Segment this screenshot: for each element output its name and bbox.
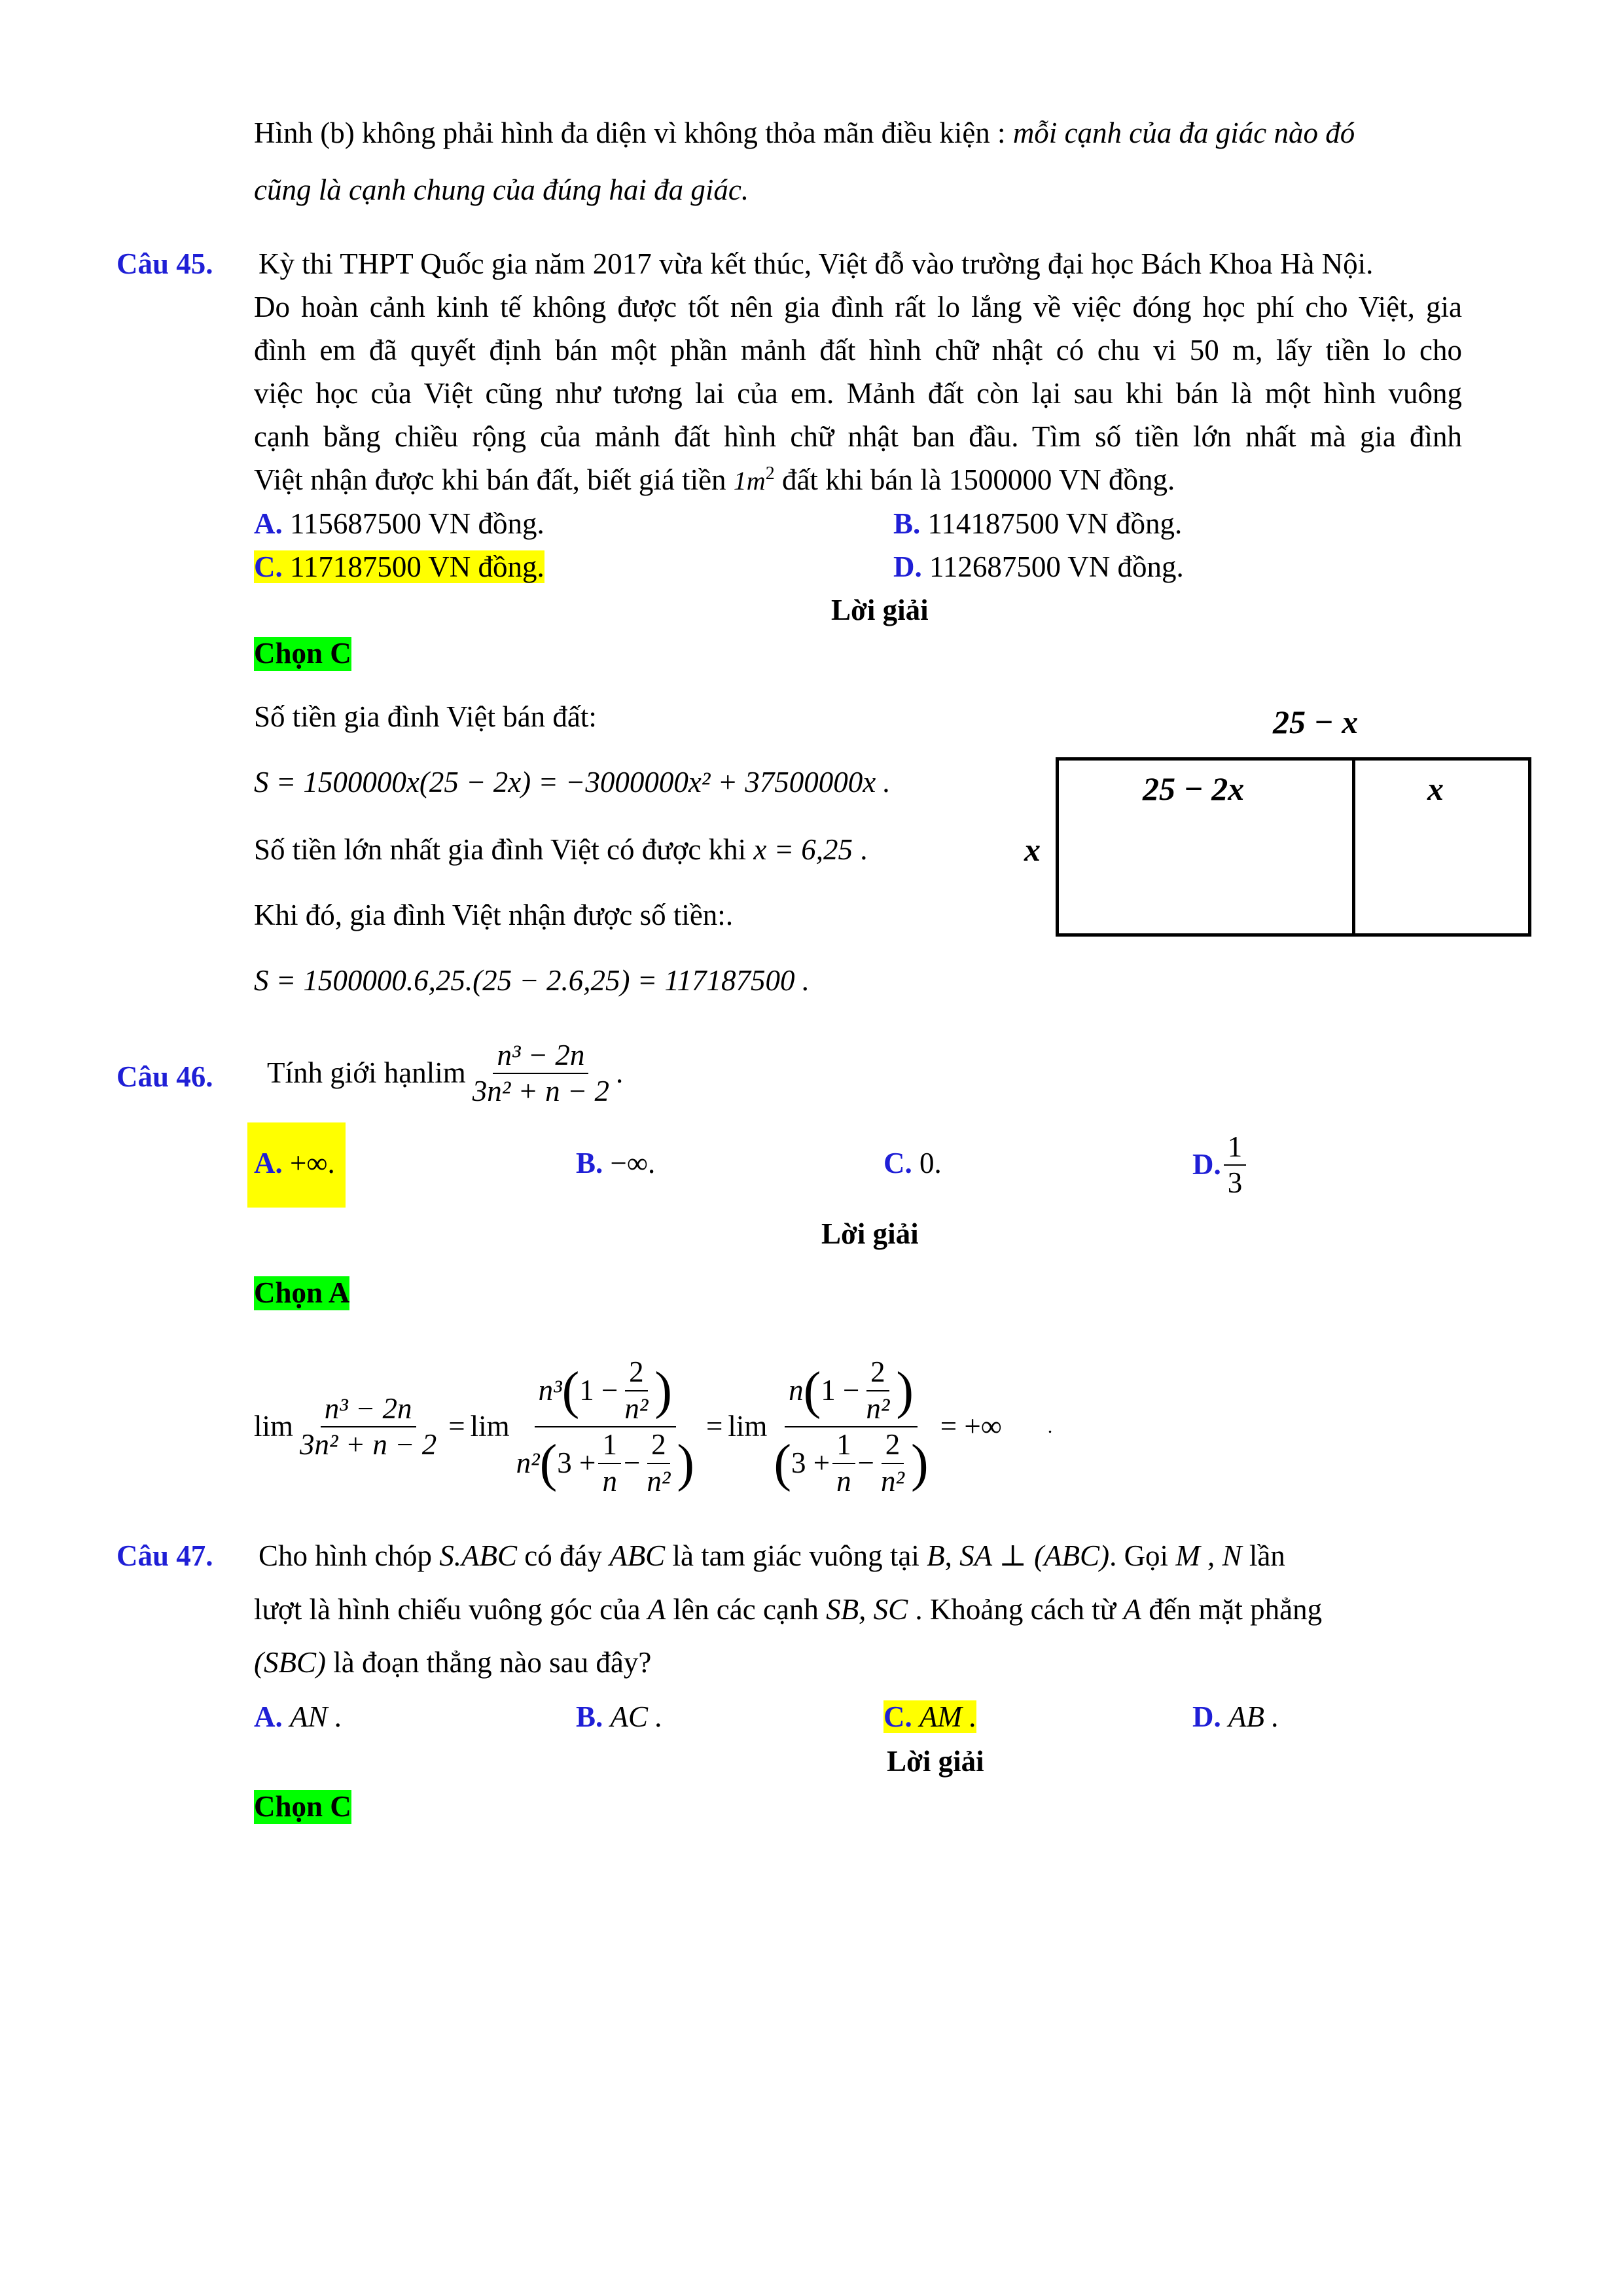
q47-m-a2: A (1123, 1593, 1141, 1626)
option-key: C. (254, 550, 283, 583)
q45-equation-1: S = 1500000x(25 − 2x) = −3000000x² + 37500000x . (254, 766, 891, 798)
q46-frac-den: 3n² + n − 2 (472, 1075, 610, 1107)
q46-option-d[interactable] (1192, 1126, 1249, 1204)
figure-top-label: 25 − x (1273, 704, 1359, 740)
q45-option-a[interactable] (254, 507, 544, 541)
sol-three-plus-2: 3 + (791, 1446, 830, 1479)
sol-n3: n³ (538, 1373, 562, 1407)
q47-option-c[interactable] (883, 1700, 976, 1734)
sol-fraction-1 (296, 1393, 440, 1462)
sol-one-minus-2: 1 − (821, 1373, 860, 1407)
q46-prompt-text: Tính giới hạn (267, 1056, 427, 1090)
q46-period: . (616, 1056, 624, 1090)
q46-option-a[interactable] (254, 1147, 335, 1181)
q47-l2c: . Khoảng cách từ (908, 1593, 1124, 1626)
sol-fraction-3 (770, 1356, 932, 1498)
step2-end: . (852, 833, 868, 866)
sol-inner-frac-1 (620, 1356, 652, 1425)
question-47-label: Câu 47. (116, 1539, 213, 1572)
option-key: C. (883, 1147, 912, 1179)
option-key: A. (254, 1147, 283, 1179)
option-text: AB . (1228, 1700, 1279, 1733)
sol-f1-den: 3n² + n − 2 (300, 1428, 437, 1461)
q46-option-c[interactable] (883, 1147, 942, 1181)
option-key: D. (1192, 1148, 1221, 1181)
q47-m-b: B (927, 1539, 945, 1572)
q46-chosen-badge: Chọn A (254, 1276, 350, 1309)
step2-math: x = 6,25 (753, 833, 853, 866)
sol-two: 2 (625, 1356, 648, 1391)
figure-inner-left-label: 25 − 2x (1143, 770, 1245, 807)
sol-eq-2: = (705, 1410, 723, 1443)
sol-inner-frac-6 (877, 1429, 908, 1498)
sol-inner-frac-2 (598, 1429, 621, 1498)
sol-lim-1: lim (254, 1410, 294, 1443)
q45-line-6 (254, 463, 1175, 497)
intro-italic: mỗi cạnh của đa giác nào đó (1012, 117, 1355, 149)
q47-line-1 (259, 1539, 1285, 1573)
q46-solution-title: Lời giải (821, 1217, 919, 1250)
q47-l1a: Cho hình chóp (259, 1539, 440, 1572)
q47-l3: là đoạn thẳng nào sau đây? (325, 1646, 652, 1679)
q45-line-6b: đất khi bán là 1500000 VN đồng. (774, 463, 1175, 496)
q45-step-2 (254, 833, 867, 867)
option-text: 115687500 VN đồng. (290, 507, 544, 540)
option-text: 0. (919, 1147, 942, 1179)
option-key: D. (1192, 1700, 1221, 1733)
sol-f2-num: n³ ( 1 − $\frac{2}{\text{n²}}$ ) (535, 1356, 676, 1427)
option-text: 112687500 VN đồng. (929, 550, 1184, 583)
sol-result: = +∞ (940, 1410, 1002, 1443)
option-text: AM . (919, 1700, 977, 1733)
option-text: AN . (290, 1700, 343, 1733)
intro-line-1 (254, 117, 1355, 151)
sol-f3-num: n ( 1 − $\frac{2}{\text{n²}}$ ) (785, 1356, 918, 1427)
sol-three-plus: 3 + (557, 1446, 596, 1479)
figure-inner-right-label: x (1427, 770, 1444, 807)
sol-inner-frac-3 (643, 1429, 674, 1498)
sol-f3-den: ( 3 + $\frac{1}{n}$ − $\frac{2}{\text{n²}}$ ) (774, 1428, 929, 1498)
sol-f2-den: n² ( 3 + $\frac{1}{n}$ − $\frac{2}{\text{n²}}$ ) (516, 1428, 694, 1498)
q45-option-b[interactable] (893, 507, 1182, 541)
q45-step-3: Khi đó, gia đình Việt nhận được số tiền:. (254, 899, 734, 931)
option-key: B. (893, 507, 921, 540)
sol-n: n (602, 1464, 617, 1498)
q45-step-1: Số tiền gia đình Việt bán đất: (254, 700, 597, 733)
q45-line-6a: Việt nhận được khi bán đất, biết giá tiền (254, 463, 734, 496)
q46-option-b[interactable] (576, 1147, 655, 1181)
option-key: C. (883, 1700, 912, 1733)
q47-line-2 (254, 1593, 1322, 1627)
sol-dot: . (1047, 1415, 1053, 1437)
q47-l2d: đến mặt phẳng (1141, 1593, 1323, 1626)
sol-n2d: n² (866, 1391, 890, 1425)
step2-text: Số tiền lớn nhất gia đình Việt có được khi (254, 833, 754, 866)
sol-two-b: 2 (647, 1429, 670, 1464)
option-key: B. (576, 1700, 603, 1733)
sol-two-c: 2 (866, 1356, 889, 1391)
figure-rectangle (1056, 757, 1531, 937)
q47-solution-title: Lời giải (887, 1745, 984, 1778)
q46-lim: lim (426, 1056, 466, 1090)
sol-one: 1 (598, 1429, 621, 1464)
q45-line-1: Kỳ thi THPT Quốc gia năm 2017 vừa kết thúc, Việt đỗ vào trường đại học Bách Khoa Hà Nội. (259, 247, 1374, 280)
q47-chosen-badge: Chọn C (254, 1790, 351, 1823)
q47-l2a: lượt là hình chiếu vuông góc của (254, 1593, 648, 1626)
sol-fraction-2 (512, 1356, 698, 1498)
sol-n2c: n² (647, 1464, 671, 1498)
intro-line-2: cũng là cạnh chung của đúng hai đa giác. (254, 173, 749, 206)
sol-one-b: 1 (832, 1429, 855, 1464)
q47-option-d[interactable] (1192, 1700, 1279, 1734)
q46-frac-num: n³ − 2n (493, 1039, 588, 1075)
option-text: 117187500 VN đồng. (290, 550, 544, 583)
sol-lim-2: lim (470, 1410, 510, 1443)
option-d-num: 1 (1224, 1131, 1247, 1166)
q45-equation-2: S = 1500000.6,25.(25 − 2.6,25) = 117187500 . (254, 964, 810, 997)
q47-option-a[interactable] (254, 1700, 342, 1734)
q47-l1e: . Gọi (1109, 1539, 1176, 1572)
sol-minus-2: − (857, 1446, 875, 1479)
question-45-label: Câu 45. (116, 247, 213, 280)
q47-l1c: là tam giác vuông tại (665, 1539, 927, 1572)
sol-minus: − (623, 1446, 641, 1479)
option-text: 114187500 VN đồng. (927, 507, 1183, 540)
unit-m: 1m (733, 466, 766, 495)
sol-two-d: 2 (882, 1429, 904, 1464)
sol-n2: n² (624, 1391, 649, 1425)
unit-sup: 2 (765, 463, 775, 484)
q47-m-abc: ABC (609, 1539, 666, 1572)
question-46-label: Câu 46. (116, 1060, 213, 1093)
q45-option-d[interactable] (893, 550, 1184, 584)
q47-m-a: A (647, 1593, 666, 1626)
option-key: B. (576, 1147, 603, 1179)
q46-solution-expression (254, 1335, 1052, 1518)
option-d-fraction (1224, 1131, 1247, 1200)
sol-lim-3: lim (728, 1410, 768, 1443)
sol-nn: n (789, 1373, 804, 1407)
q45-chosen-badge: Chọn C (254, 637, 351, 670)
q45-line-2: Do hoàn cảnh kinh tế không được tốt nên gia đình rất lo lắng về việc đóng học phí cho Việt, gia (254, 291, 1462, 323)
option-text: +∞. (290, 1147, 335, 1179)
figure-divider (1352, 761, 1355, 933)
option-text: −∞. (610, 1147, 656, 1179)
sol-n2e: n² (881, 1464, 905, 1498)
q45-solution-title: Lời giải (831, 594, 929, 626)
q47-m-perp: SA ⊥ (ABC) (959, 1539, 1110, 1572)
sol-eq-1: = (448, 1410, 465, 1443)
q47-l2b: lên các cạnh (666, 1593, 827, 1626)
q45-line-4: việc học của Việt cũng như tương lai của em. Mảnh đất còn lại sau khi bán là một hình vuông (254, 377, 1462, 410)
sol-one-minus: 1 − (579, 1373, 618, 1407)
q47-m-sbsc: SB, SC (826, 1593, 908, 1626)
sol-n2b: n² (516, 1446, 540, 1479)
option-key: A. (254, 1700, 283, 1733)
figure-left-label: x (1024, 831, 1041, 868)
q47-option-b[interactable] (576, 1700, 663, 1734)
q46-prompt (267, 1031, 623, 1116)
sol-f1-num: n³ − 2n (321, 1393, 416, 1428)
q47-m-sabc: S.ABC (439, 1539, 517, 1572)
intro-text: Hình (b) không phải hình đa diện vì không thỏa mãn điều kiện : (254, 117, 1013, 149)
q47-m-sbc: (SBC) (254, 1646, 326, 1679)
q47-l1f: lần (1241, 1539, 1285, 1572)
q47-line-3 (254, 1646, 651, 1680)
q45-line-3: đình em đã quyết định bán một phần mảnh đất hình chữ nhật có chu vi 50 m, lấy tiền lo cho (254, 334, 1462, 367)
q47-l1b: có đáy (517, 1539, 610, 1572)
sol-n-b: n (836, 1464, 851, 1498)
option-key: D. (893, 550, 922, 583)
q47-l1d: , (944, 1539, 960, 1572)
q46-fraction (469, 1039, 613, 1108)
option-key: A. (254, 507, 283, 540)
sol-inner-frac-4 (862, 1356, 893, 1425)
sol-inner-frac-5 (832, 1429, 855, 1498)
q45-line-5: cạnh bằng chiều rộng của mảnh đất hình chữ nhật ban đầu. Tìm số tiền lớn nhất mà gia đình (254, 420, 1462, 453)
q45-option-c[interactable] (254, 550, 544, 584)
option-text: AC . (610, 1700, 663, 1733)
option-d-den: 3 (1227, 1166, 1243, 1199)
q47-m-mn: M , N (1175, 1539, 1242, 1572)
